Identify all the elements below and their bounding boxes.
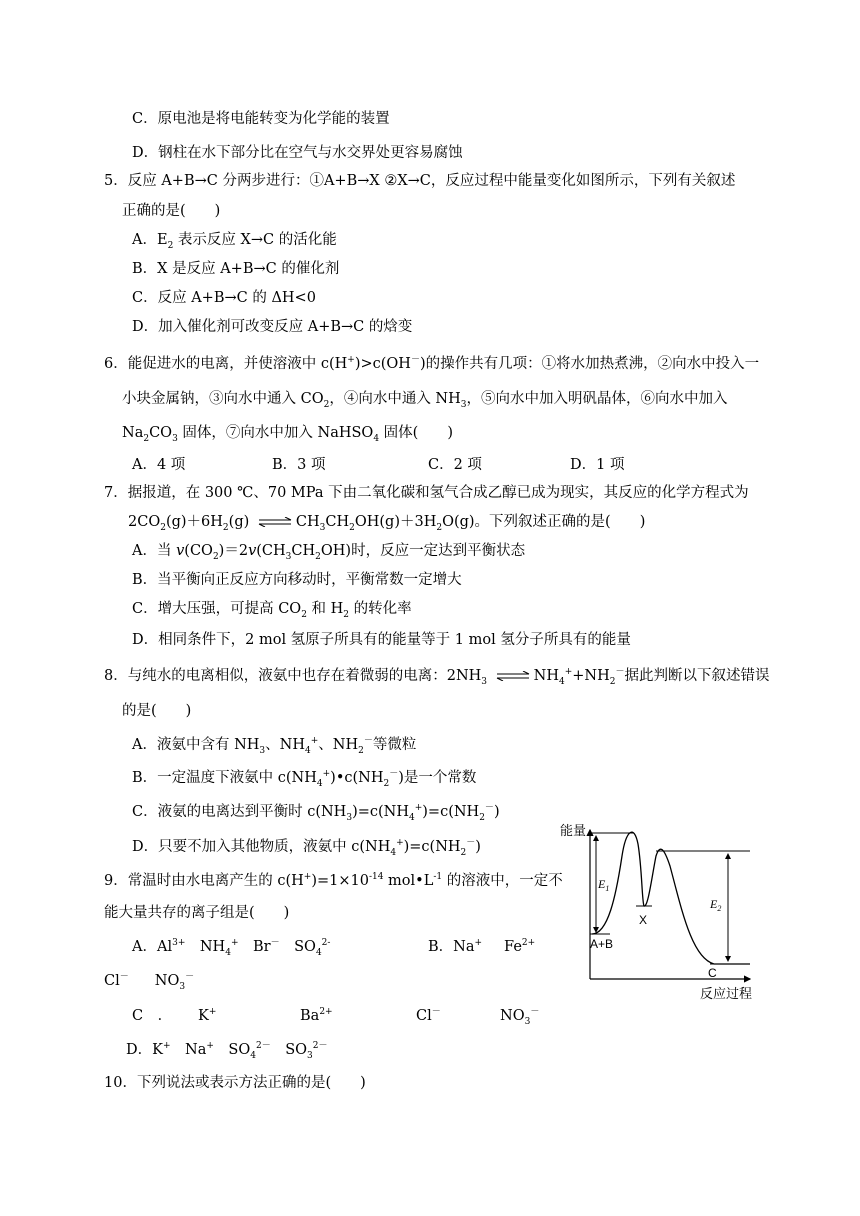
equilibrium-arrow-icon [257,517,293,527]
energy-curve [592,832,750,964]
q7-option-a: A．当 $v(CO_2)=2v(CH_3CH_2OH)$时，反应一定达到平衡状态 [132,543,526,562]
e1-label: $E_1$ [598,877,610,893]
q7-equation: $2CO_2(g)+6H_2(g)$ $CH_3CH_2OH(g)+3H_2O(g)$。下列叙述正确的是( ) [128,514,646,533]
q9-option-c-cl: Cl－ [416,1007,441,1024]
q7-option-b: B．当平衡向正反应方向移动时，平衡常数一定增大 [132,572,462,588]
q6-option-c: C．2 项 [428,457,482,473]
q5-option-c: C．反应 A+B→C 的 ΔH<0 [132,290,316,306]
equilibrium-arrow-icon [495,671,531,681]
q9-stem-line2: 能大量共存的离子组是( ) [104,905,290,921]
q6-stem-line2: 小块金属钠，③向水中通入 $CO_2$，④向水中通入 $NH_3$，⑤向水中加入明矾晶体，⑥向水中加入 [122,391,728,410]
q6-stem-line3: $Na_2CO_3$ 固体，⑦向水中加入 NaHSO$_4$ 固体( ) [122,425,453,444]
q9-option-c-no3: $NO_3^-$ [500,1007,540,1027]
q9-option-c-label: C ． [132,1008,173,1024]
x-intermediate-label: X [639,913,648,927]
q5-option-a: A．$E_2$ 表示反应 X→C 的活化能 [132,232,337,251]
y-axis-label: 能量 [560,823,587,838]
q6-option-a: A．4 项 [132,457,186,473]
q7-option-d: D．相同条件下，2 mol 氢原子所具有的能量等于 1 mol 氢分子所具有的能量 [132,632,631,648]
q9-option-c-ba: $Ba^{2+}$ [300,1007,333,1024]
q9-stem-line1: 9．常温时由水电离产生的 $c(H^+)=1\times 10^{-14}$ $mol•L^{-1}$ 的溶液中，一定不 [104,872,563,889]
q7-option-c: C．增大压强，可提高 $CO_2$ 和 $H_2$ 的转化率 [132,601,412,620]
q9-option-b-continued: Cl－ $NO_3^-$ [104,972,195,992]
q7-stem-line1: 7．据报道，在 300 ℃、70 MPa 下由二氧化碳和氢气合成乙醇已成为现实，其反应的化学方程式为 [104,485,749,501]
q5-option-d: D．加入催化剂可改变反应 A+B→C 的焓变 [132,319,413,335]
q8-stem-line1: 8．与纯水的电离相似，液氨中也存在着微弱的电离：$2NH_3$ $NH_4^++NH_2^-$据此判断以下叙述错误 [104,667,770,687]
q8-option-a: A．液氨中含有 $NH_3$、$NH_4^+$、$NH_2^-$等微粒 [132,736,417,756]
q9-option-d: D．K+ Na+ $SO_4^{2-}$ $SO_3^{2-}$ [126,1041,328,1061]
q8-option-d: D．只要不加入其他物质，液氨中 $c(NH_4^+)=c(NH_2^-)$ [132,838,481,858]
q8-stem-line2: 的是( ) [122,703,192,719]
q10-stem: 10．下列说法或表示方法正确的是( ) [104,1075,366,1091]
q9-option-b: B．Na+ $Fe^{2+}$ [428,938,536,955]
q5-stem-line2: 正确的是( ) [122,203,221,219]
e2-label: $E_2$ [710,897,722,913]
energy-profile-diagram [552,816,762,1004]
q6-option-d: D．1 项 [570,457,625,473]
q5-option-b: B．X 是反应 A+B→C 的催化剂 [132,261,340,277]
x-axis-label: 反应过程 [700,986,753,1001]
ab-label: A+B [590,937,614,951]
q9-option-c-k: K+ [198,1007,217,1024]
q8-option-b: B．一定温度下液氨中 $c(NH_4^+)•c(NH_2^-)$是一个常数 [132,769,477,789]
q5-stem-line1: 5．反应 A+B→C 分两步进行：①A+B→X ②X→C，反应过程中能量变化如图所示，下列有关叙述 [104,173,736,189]
q6-stem-line1: 6．能促进水的电离，并使溶液中 c(H+)>c(OH－)的操作共有几项：①将水加热煮沸，②向水中投入一 [104,355,760,372]
q9-option-a: A．$Al^{3+}$ $NH_4^+$ Br－ $SO_4^{2-}$ [132,938,331,958]
q4-option-d: D．钢柱在水下部分比在空气与水交界处更容易腐蚀 [132,145,463,161]
q6-option-b: B．3 项 [272,457,326,473]
q8-option-c: C．液氨的电离达到平衡时 $c(NH_3)=c(NH_4^+)=c(NH_2^-)$ [132,803,500,823]
q4-option-c: C．原电池是将电能转变为化学能的装置 [132,111,390,127]
c-label: C [708,966,717,980]
